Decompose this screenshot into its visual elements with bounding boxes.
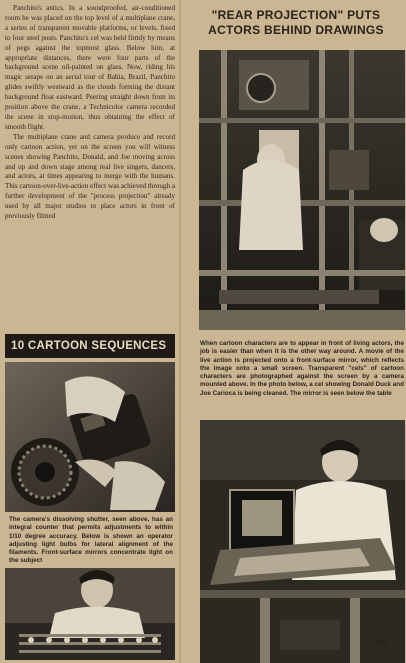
article-paragraph: Panchito's antics. In a soundproofed, air-conditioned room he was placed on the top level of a multiplane crane, a series of transparent movable platforms, or levels, fixed to four steel posts. Panchito's cel was held firmly by means of pegs against the topmost glass. Below him, at appropriate distances, there were four parts of the background scene oil-painted on glass. Now, riding his magic serape on an aerial tour of Bahia, Brazil, Panchito glides swiftly westward as the clouds forming the distant background float eastward. Peering straight down from its position above the crane, a Technicolor camera recorded the scene in stop-motion, thus obtaining the effect of smooth flight. [5, 4, 175, 131]
article-body-text [5, 4, 175, 330]
article-headline [196, 8, 396, 38]
shutter-caption [9, 516, 173, 566]
headline-line-2: ACTORS BEHIND DRAWINGS [208, 23, 384, 37]
rear-projection-caption-text: When cartoon characters are to appear in front of living actors, the job is easier than when it is the other way around. A movie of the live action is projected onto a front-surface mirror, which reflects the image onto a small screen. Transparent "cels" of cartoon characters are photographed against the screen by a camera mounted above. In the photo below, a cel showing Donald Duck and Joe Carioca is being cleaned. The mirror is seen below the table [200, 340, 404, 397]
article-paragraph: The multiplane crane and camera produce and record only cartoon action, yet on the screen you will witness scenes showing Panchito, Donald, and Joe moving across and up and down stage among real live singers, dancers, and actors, at times appearing to merge with the humans. This cartoon-over-live-action effect was achieved through a further development of the "process projection" already used by all major studios to place actors in front of previously filmed [5, 132, 175, 221]
column-gutter [179, 0, 181, 663]
rear-projection-caption [200, 340, 404, 420]
rear-projection-rig-photo [199, 50, 405, 330]
cleaning-cel-photo [200, 420, 405, 663]
shutter-caption-text: The camera's dissolving shutter, seen above, has an integral counter that permits adjustments to within 1/10 degree accuracy. Below is shown an operator adjusting light bulbs for lateral alignment of the filaments. Front-surface mirrors concentrate light on the subject [9, 516, 173, 565]
page-number: 109 [374, 640, 386, 647]
headline-line-1: "REAR PROJECTION" PUTS [211, 8, 381, 22]
operator-adjusting-lights-photo [5, 568, 175, 660]
section-banner-title: 10 CARTOON SEQUENCES [11, 340, 167, 352]
section-banner [5, 334, 175, 358]
camera-shutter-photo [5, 362, 175, 512]
